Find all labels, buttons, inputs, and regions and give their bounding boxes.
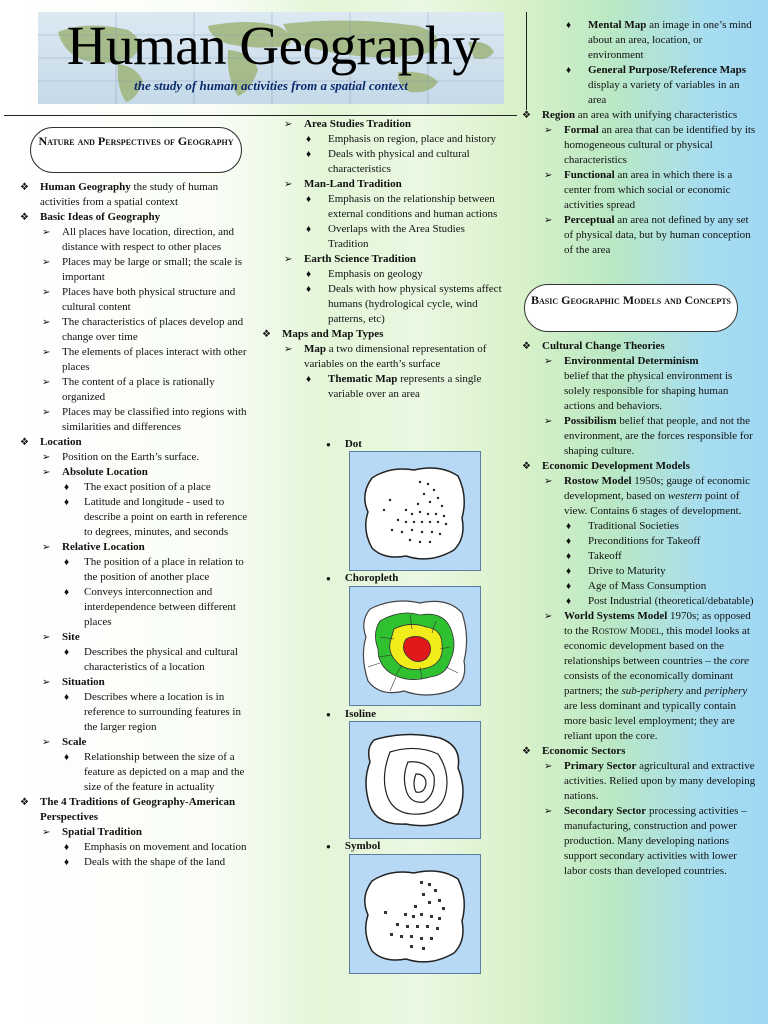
list-item: ➢ The characteristics of places develop and change over time [42, 316, 244, 343]
diamond-bullet-icon: ❖ [20, 212, 29, 223]
small-diamond-bullet-icon: ♦ [566, 566, 572, 577]
list-item: ➢ Scale [42, 736, 87, 748]
list-item: ♦ Mental Map an image in one’s mind about an area, location, or environment [566, 19, 752, 61]
list-item: ♦ Preconditions for Takeoff [566, 535, 701, 547]
list-item: ➢ Perceptual an area not defined by any set of physical data, but by human conception of the area [544, 214, 751, 256]
list-item: ➢ Position on the Earth’s surface. [42, 451, 200, 463]
small-diamond-bullet-icon: ♦ [306, 149, 312, 160]
list-item: ❖ Region an area with unifying characteristics [522, 109, 738, 121]
column-3-bottom [518, 339, 758, 879]
diamond-bullet-icon: ❖ [522, 341, 531, 352]
list-item: ❖ Location [20, 436, 82, 448]
arrow-bullet-icon: ➢ [544, 476, 553, 487]
map-label-isoline: ● Isoline [326, 708, 377, 720]
list-item: ❖ Maps and Map Types [262, 328, 384, 340]
list-item: ♦ Relationship between the size of a feature as depicted on a map and the size of the feature in actuality [64, 751, 245, 793]
arrow-bullet-icon: ➢ [544, 215, 553, 226]
arrow-bullet-icon: ➢ [544, 806, 553, 817]
column-3-top [518, 18, 758, 258]
list-item: ➢ Situation [42, 676, 105, 688]
list-item: ♦ Latitude and longitude - used to describe a point on earth in reference to degrees, minutes, and seconds [64, 496, 248, 538]
arrow-bullet-icon: ➢ [42, 452, 51, 463]
small-diamond-bullet-icon: ♦ [64, 857, 70, 868]
list-item: ♦ Age of Mass Consumption [566, 580, 707, 592]
list-item: ➢ Environmental Determinism belief that the physical environment is solely responsible for shaping human actions and behaviors. [544, 355, 733, 412]
small-diamond-bullet-icon: ♦ [306, 374, 312, 385]
list-item: ♦ Deals with how physical systems affect humans (hydrological cycle, wind patterns, etc) [306, 283, 502, 325]
list-item: ♦ Describes the physical and cultural characteristics of a location [64, 646, 238, 673]
small-diamond-bullet-icon: ♦ [566, 65, 572, 76]
map-label-choropleth: ● Choropleth [326, 572, 399, 584]
dot-bullet-icon: ● [326, 440, 331, 449]
diamond-bullet-icon: ❖ [522, 110, 531, 121]
list-item: ♦ Describes where a location is in reference to surrounding features in the larger region [64, 691, 241, 733]
arrow-bullet-icon: ➢ [544, 416, 553, 427]
arrow-bullet-icon: ➢ [42, 542, 51, 553]
arrow-bullet-icon: ➢ [284, 119, 293, 130]
symbol-map-image [349, 854, 481, 974]
list-item: ❖ Basic Ideas of Geography [20, 211, 161, 223]
arrow-bullet-icon: ➢ [544, 761, 553, 772]
list-item: ➢ The elements of places interact with other places [42, 346, 247, 373]
page-title: Human Geography [66, 15, 480, 76]
small-diamond-bullet-icon: ♦ [64, 692, 70, 703]
list-item: ♦ The position of a place in relation to the position of another place [64, 556, 244, 583]
arrow-bullet-icon: ➢ [284, 254, 293, 265]
arrow-bullet-icon: ➢ [284, 179, 293, 190]
list-item: ♦ Emphasis on geology [306, 268, 423, 280]
small-diamond-bullet-icon: ♦ [566, 581, 572, 592]
list-item: ➢ Secondary Sector processing activities – manufacturing, construction and power production. Many developing nations support secondary activities with lower labor costs than developed countries. [544, 805, 747, 877]
small-diamond-bullet-icon: ♦ [306, 194, 312, 205]
header-banner [38, 12, 504, 104]
list-item: ❖ The 4 Traditions of Geography-American Perspectives [20, 796, 236, 823]
diamond-bullet-icon: ❖ [522, 746, 531, 757]
list-item: ➢ Rostow Model 1950s; gauge of economic development, based on western point of view. Contains 6 stages of development. [544, 475, 751, 517]
small-diamond-bullet-icon: ♦ [64, 497, 70, 508]
list-item: ❖ Human Geography the study of human activities from a spatial context [20, 181, 219, 208]
small-diamond-bullet-icon: ♦ [64, 842, 70, 853]
dot-bullet-icon: ● [326, 842, 331, 851]
list-item: ❖ Cultural Change Theories [522, 340, 665, 352]
page-subtitle: the study of human activities from a spatial context [134, 78, 408, 93]
arrow-bullet-icon: ➢ [42, 317, 51, 328]
list-item: ♦ Post Industrial (theoretical/debatable) [566, 595, 754, 607]
list-item: ➢ Site [42, 631, 80, 643]
arrow-bullet-icon: ➢ [42, 377, 51, 388]
column-1 [18, 180, 252, 870]
small-diamond-bullet-icon: ♦ [566, 596, 572, 607]
list-item: ❖ Economic Development Models [522, 460, 690, 472]
list-item: ♦ Overlaps with the Area Studies Tradition [306, 223, 465, 250]
list-item: ➢ Functional an area in which there is a center from which social or economic activities spread [544, 169, 733, 211]
arrow-bullet-icon: ➢ [42, 467, 51, 478]
list-item: ➢ Possibilism belief that people, and not the environment, are the forces responsible for shaping culture. [544, 415, 753, 457]
small-diamond-bullet-icon: ♦ [306, 224, 312, 235]
small-diamond-bullet-icon: ♦ [306, 284, 312, 295]
small-diamond-bullet-icon: ♦ [566, 521, 572, 532]
small-diamond-bullet-icon: ♦ [566, 536, 572, 547]
small-diamond-bullet-icon: ♦ [306, 269, 312, 280]
diamond-bullet-icon: ❖ [20, 797, 29, 808]
small-diamond-bullet-icon: ♦ [64, 647, 70, 658]
list-item: ➢ Spatial Tradition [42, 826, 142, 838]
small-diamond-bullet-icon: ♦ [566, 20, 572, 31]
arrow-bullet-icon: ➢ [544, 611, 553, 622]
arrow-bullet-icon: ➢ [42, 737, 51, 748]
list-item: ♦ Thematic Map represents a single variable over an area [306, 373, 482, 400]
list-item: ♦ Emphasis on region, place and history [306, 133, 497, 145]
header-divider [4, 115, 517, 116]
arrow-bullet-icon: ➢ [42, 257, 51, 268]
list-item: ♦ Conveys interconnection and interdependence between different places [64, 586, 236, 628]
diamond-bullet-icon: ❖ [20, 437, 29, 448]
list-item: ➢ Formal an area that can be identified by its homogeneous cultural or physical characteristics [544, 124, 756, 166]
small-diamond-bullet-icon: ♦ [64, 587, 70, 598]
arrow-bullet-icon: ➢ [42, 632, 51, 643]
list-item: ♦ Deals with physical and cultural characteristics [306, 148, 470, 175]
arrow-bullet-icon: ➢ [544, 170, 553, 181]
arrow-bullet-icon: ➢ [284, 344, 293, 355]
arrow-bullet-icon: ➢ [42, 227, 51, 238]
list-item: ♦ Takeoff [566, 550, 622, 562]
list-item: ➢ Places may be classified into regions with similarities and differences [42, 406, 247, 433]
list-item: ➢ Relative Location [42, 541, 145, 553]
column-2 [258, 117, 506, 402]
small-diamond-bullet-icon: ♦ [64, 482, 70, 493]
arrow-bullet-icon: ➢ [544, 356, 553, 367]
arrow-bullet-icon: ➢ [42, 677, 51, 688]
list-item: ♦ Emphasis on movement and location [64, 841, 247, 853]
map-label-symbol: ● Symbol [326, 840, 381, 852]
list-item: ➢ Primary Sector agricultural and extractive activities. Relied upon by many developing nations. [544, 760, 756, 802]
map-label-dot: ● Dot [326, 438, 362, 450]
list-item: ♦ Traditional Societies [566, 520, 679, 532]
small-diamond-bullet-icon: ♦ [64, 752, 70, 763]
dot-bullet-icon: ● [326, 710, 331, 719]
list-item: ➢ Places may be large or small; the scale is important [42, 256, 243, 283]
list-item: ❖ Economic Sectors [522, 745, 626, 757]
list-item: ➢ The content of a place is rationally organized [42, 376, 215, 403]
dot-map-image [349, 451, 481, 571]
list-item: ➢ Absolute Location [42, 466, 148, 478]
list-item: ♦ General Purpose/Reference Maps display a variety of variables in an area [566, 64, 747, 106]
list-item: ➢ Places have both physical structure and cultural content [42, 286, 236, 313]
arrow-bullet-icon: ➢ [544, 125, 553, 136]
small-diamond-bullet-icon: ♦ [64, 557, 70, 568]
list-item: ♦ The exact position of a place [64, 481, 211, 493]
small-diamond-bullet-icon: ♦ [566, 551, 572, 562]
list-item: ➢ Earth Science Tradition [284, 253, 417, 265]
list-item: ➢ Map a two dimensional representation of variables on the earth’s surface [284, 343, 487, 370]
choropleth-map-image [349, 586, 481, 706]
list-item: ♦ Drive to Maturity [566, 565, 666, 577]
dot-bullet-icon: ● [326, 574, 331, 583]
diamond-bullet-icon: ❖ [522, 461, 531, 472]
arrow-bullet-icon: ➢ [42, 347, 51, 358]
isoline-map-image [349, 721, 481, 839]
diamond-bullet-icon: ❖ [20, 182, 29, 193]
list-item: ➢ Man-Land Tradition [284, 178, 402, 190]
arrow-bullet-icon: ➢ [42, 827, 51, 838]
small-diamond-bullet-icon: ♦ [306, 134, 312, 145]
diamond-bullet-icon: ❖ [262, 329, 271, 340]
list-item: ♦ Emphasis on the relationship between external conditions and human actions [306, 193, 498, 220]
arrow-bullet-icon: ➢ [42, 287, 51, 298]
list-item: ➢ All places have location, direction, and distance with respect to other places [42, 226, 234, 253]
list-item: ♦ Deals with the shape of the land [64, 856, 226, 868]
section-box-models: Basic Geographic Models and Concepts [524, 284, 738, 332]
list-item: ➢ World Systems Model 1970s; as opposed to the Rostow Model, this model looks at economic development based on the relationships between countries – the core consists of the economically dominant partners; the sub-periphery and periphery are less dominant and typically contain more basic level employment; they are reliant upon the core. [544, 610, 751, 742]
list-item: ➢ Area Studies Tradition [284, 118, 411, 130]
arrow-bullet-icon: ➢ [42, 407, 51, 418]
section-box-nature: Nature and Perspectives of Geography [30, 127, 242, 173]
